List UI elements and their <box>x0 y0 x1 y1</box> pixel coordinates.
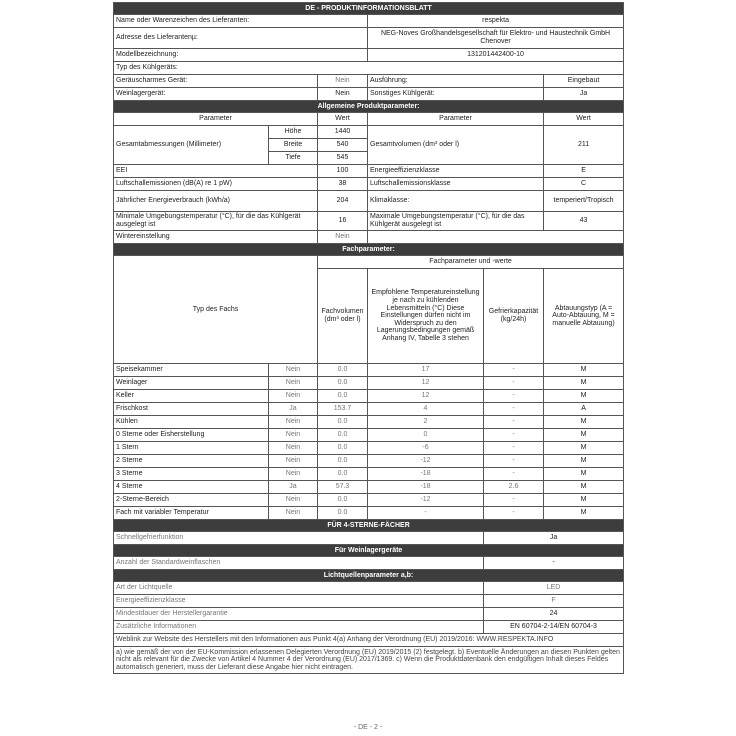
product-info-table <box>113 2 624 674</box>
compartment-row <box>114 455 624 468</box>
dimensions-label: Gesamtabmessungen (Millimeter) <box>114 126 269 165</box>
compartment-freeze: - <box>484 507 544 520</box>
compartment-row <box>114 416 624 429</box>
compartment-name: Frischkost <box>114 403 269 416</box>
compartment-name: 2-Sterne-Bereich <box>114 494 269 507</box>
compartment-temp: -18 <box>368 481 484 494</box>
compartment-defrost: A <box>544 403 624 416</box>
light-class-label: Energieeffizienzklasse <box>114 595 484 608</box>
compartment-row <box>114 377 624 390</box>
param-value: 16 <box>318 212 368 231</box>
compartment-volume: 0.0 <box>318 494 368 507</box>
param-label: Minimale Umgebungstemperatur (°C), für die das Kühlgerät ausgelegt ist <box>114 212 318 231</box>
page-number: - DE - 2 - <box>353 724 383 731</box>
param-value: temperiert/Tropisch <box>544 191 624 212</box>
compartment-type-header: Typ des Fachs <box>114 256 318 364</box>
compartment-freeze: - <box>484 442 544 455</box>
light-class-value: F <box>484 595 624 608</box>
compartment-name: Kühlen <box>114 416 269 429</box>
compartment-present: Nein <box>269 377 318 390</box>
param-label: EEI <box>114 165 318 178</box>
compartment-present: Nein <box>269 429 318 442</box>
compartment-present: Nein <box>269 507 318 520</box>
compartment-freeze: - <box>484 364 544 377</box>
compartment-rows <box>114 364 624 520</box>
dimension-label: Höhe <box>269 126 318 139</box>
compartment-row <box>114 442 624 455</box>
compartment-defrost: M <box>544 442 624 455</box>
compartment-volume: 57.3 <box>318 481 368 494</box>
col-header-parameter: Parameter <box>368 113 544 126</box>
extra-info-label: Zusätzliche Informationen <box>114 621 484 634</box>
compartment-row <box>114 403 624 416</box>
compartment-volume: 0.0 <box>318 468 368 481</box>
compartment-freeze: - <box>484 416 544 429</box>
compartment-subheader: Fachparameter und -werte <box>318 256 624 269</box>
param-value: 100 <box>318 165 368 178</box>
appliance-type-label: Typ des Kühlgeräts: <box>114 62 624 75</box>
type-row-label: Weinlagergerät: <box>114 88 318 101</box>
compartment-present: Nein <box>269 416 318 429</box>
model-value: 131201442400-10 <box>368 49 624 62</box>
volume-label: Gesamtvolumen (dm³ oder l) <box>368 126 544 165</box>
compartment-name: 1 Stern <box>114 442 269 455</box>
param-value: C <box>544 178 624 191</box>
compartment-defrost: M <box>544 390 624 403</box>
compartment-name: Keller <box>114 390 269 403</box>
compartment-present: Nein <box>269 455 318 468</box>
compartment-temp: -18 <box>368 468 484 481</box>
compartment-temp: -12 <box>368 494 484 507</box>
param-value: 204 <box>318 191 368 212</box>
type-row-value: Eingebaut <box>544 75 624 88</box>
compartment-defrost: M <box>544 364 624 377</box>
col-header-parameter: Parameter <box>114 113 318 126</box>
supplier-name-value: respekta <box>368 15 624 28</box>
compartment-defrost: M <box>544 468 624 481</box>
compartment-present: Nein <box>269 390 318 403</box>
guarantee-label: Mindestdauer der Herstellergarantie <box>114 608 484 621</box>
compartment-volume: 0.0 <box>318 429 368 442</box>
dimension-label: Tiefe <box>269 152 318 165</box>
compartment-freeze: - <box>484 494 544 507</box>
compartment-volume: 0.0 <box>318 455 368 468</box>
compartment-name: Speisekammer <box>114 364 269 377</box>
compartment-temp: 12 <box>368 377 484 390</box>
dimension-value: 540 <box>318 139 368 152</box>
wine-header: Für Weinlagergeräte <box>114 545 624 557</box>
supplier-address-label: Adresse des Lieferantenµ: <box>114 28 368 49</box>
type-row-value: Ja <box>544 88 624 101</box>
compartment-temp: 4 <box>368 403 484 416</box>
volume-value: 211 <box>544 126 624 165</box>
compartment-defrost: M <box>544 377 624 390</box>
param-label: Maximale Umgebungstemperatur (°C), für die das Kühlgerät ausgelegt ist <box>368 212 544 231</box>
col-header-value: Wert <box>544 113 624 126</box>
param-value: 43 <box>544 212 624 231</box>
compartment-params-header: Fachparameter: <box>114 244 624 256</box>
compartment-temp: 2 <box>368 416 484 429</box>
model-label: Modellbezeichnung: <box>114 49 368 62</box>
compartment-freeze: - <box>484 468 544 481</box>
winter-setting-label: Wintereinstellung <box>114 231 318 244</box>
compartment-volume-header: Fachvolumen (dm³ oder l) <box>318 269 368 364</box>
compartment-volume: 0.0 <box>318 364 368 377</box>
compartment-present: Nein <box>269 364 318 377</box>
compartment-row <box>114 507 624 520</box>
col-header-value: Wert <box>318 113 368 126</box>
compartment-volume: 0.0 <box>318 442 368 455</box>
compartment-row <box>114 481 624 494</box>
type-row-label: Geräuscharmes Gerät: <box>114 75 318 88</box>
compartment-defrost: M <box>544 481 624 494</box>
compartment-temp-header: Empfohlene Temperatureinstellung je nach zu kühlenden Lebensmitteln (°C) Diese Einstellungen dürfen nicht im Widerspruch zu den Lagerungsbedingungen gemäß Anhang IV, Tabelle 3 stehen <box>368 269 484 364</box>
compartment-row <box>114 364 624 377</box>
compartment-freeze-header: Gefrierkapazität (kg/24h) <box>484 269 544 364</box>
fast-freeze-value: Ja <box>484 532 624 545</box>
wine-bottles-value: - <box>484 557 624 570</box>
compartment-temp: -12 <box>368 455 484 468</box>
compartment-defrost-header: Abtauungstyp (A = Auto-Abtauung, M = manuelle Abtauung) <box>544 269 624 364</box>
compartment-defrost: M <box>544 455 624 468</box>
param-value: E <box>544 165 624 178</box>
compartment-temp: 0 <box>368 429 484 442</box>
compartment-volume: 0.0 <box>318 507 368 520</box>
footnotes-text: a) wie gemäß der von der EU-Kommission erlassenen Delegierten Verordnung (EU) 2019/2015 (2) festgelegt. b) Eventuelle Änderungen an diesen Punkten gelten nicht als relevant für die Zwecke von Artikel 4 Nummer 4 der Verordnung (EU) 2017/1369. c) Wenn die Produktdatenbank den endgültigen Inhalt dieses Feldes automatisch generiert, muss der Lieferant diese Angabe hier nicht eintragen. <box>114 646 624 674</box>
compartment-name: 4 Sterne <box>114 481 269 494</box>
compartment-volume: 0.0 <box>318 416 368 429</box>
compartment-name: 0 Sterne oder Eisherstellung <box>114 429 269 442</box>
compartment-volume: 0.0 <box>318 390 368 403</box>
compartment-present: Ja <box>269 403 318 416</box>
fast-freeze-label: Schnellgefrierfunktion <box>114 532 484 545</box>
dimension-value: 545 <box>318 152 368 165</box>
compartment-present: Ja <box>269 481 318 494</box>
type-row-label: Ausführung: <box>368 75 544 88</box>
light-type-label: Art der Lichtquelle <box>114 582 484 595</box>
compartment-present: Nein <box>269 442 318 455</box>
compartment-freeze: 2.6 <box>484 481 544 494</box>
compartment-present: Nein <box>269 468 318 481</box>
dimension-value: 1440 <box>318 126 368 139</box>
compartment-row <box>114 468 624 481</box>
wine-bottles-label: Anzahl der Standardweinflaschen <box>114 557 484 570</box>
compartment-freeze: - <box>484 403 544 416</box>
compartment-name: 2 Sterne <box>114 455 269 468</box>
param-value: 38 <box>318 178 368 191</box>
winter-setting-value: Nein <box>318 231 368 244</box>
type-row-label: Sonstiges Kühlgerät: <box>368 88 544 101</box>
compartment-row <box>114 429 624 442</box>
compartment-freeze: - <box>484 377 544 390</box>
compartment-temp: - <box>368 507 484 520</box>
param-label: Luftschallemissionsklasse <box>368 178 544 191</box>
compartment-defrost: M <box>544 494 624 507</box>
type-row-value: Nein <box>318 88 368 101</box>
light-type-value: LED <box>484 582 624 595</box>
compartment-temp: -6 <box>368 442 484 455</box>
compartment-row <box>114 494 624 507</box>
compartment-freeze: - <box>484 429 544 442</box>
empty-cell <box>368 231 624 244</box>
supplier-address-value: NEG-Noves Großhandelsgesellschaft für Elektro- und Haustechnik GmbH Chenover <box>368 28 624 49</box>
compartment-volume: 153.7 <box>318 403 368 416</box>
param-label: Luftschallemissionen (dB(A) re 1 pW) <box>114 178 318 191</box>
compartment-freeze: - <box>484 455 544 468</box>
compartment-defrost: M <box>544 429 624 442</box>
compartment-temp: 12 <box>368 390 484 403</box>
param-label: Energieeffizienzklasse <box>368 165 544 178</box>
compartment-row <box>114 390 624 403</box>
compartment-name: 3 Sterne <box>114 468 269 481</box>
dimension-label: Breite <box>269 139 318 152</box>
extra-info-value: EN 60704-2-14/EN 60704-3 <box>484 621 624 634</box>
supplier-name-label: Name oder Warenzeichen des Lieferanten: <box>114 15 368 28</box>
param-label: Jährlicher Energieverbrauch (kWh/a) <box>114 191 318 212</box>
compartment-name: Fach mit variabler Temperatur <box>114 507 269 520</box>
four-star-header: FÜR 4-STERNE-FÄCHER <box>114 520 624 532</box>
type-row-value: Nein <box>318 75 368 88</box>
general-params-header: Allgemeine Produktparameter: <box>114 101 624 113</box>
compartment-temp: 17 <box>368 364 484 377</box>
compartment-present: Nein <box>269 494 318 507</box>
compartment-name: Weinlager <box>114 377 269 390</box>
guarantee-value: 24 <box>484 608 624 621</box>
compartment-volume: 0.0 <box>318 377 368 390</box>
sheet-title: DE - PRODUKTINFORMATIONSBLATT <box>114 3 624 15</box>
compartment-defrost: M <box>544 507 624 520</box>
param-label: Klimaklasse: <box>368 191 544 212</box>
product-info-sheet <box>113 2 623 674</box>
compartment-freeze: - <box>484 390 544 403</box>
light-source-header: Lichtquellenparameter a,b: <box>114 570 624 582</box>
weblink-text: Weblink zur Website des Herstellers mit den Informationen aus Punkt 4(a) Anhang der Verordnung (EU) 2019/2016: WWW.RESPEKTA.INFO <box>114 634 624 647</box>
compartment-defrost: M <box>544 416 624 429</box>
